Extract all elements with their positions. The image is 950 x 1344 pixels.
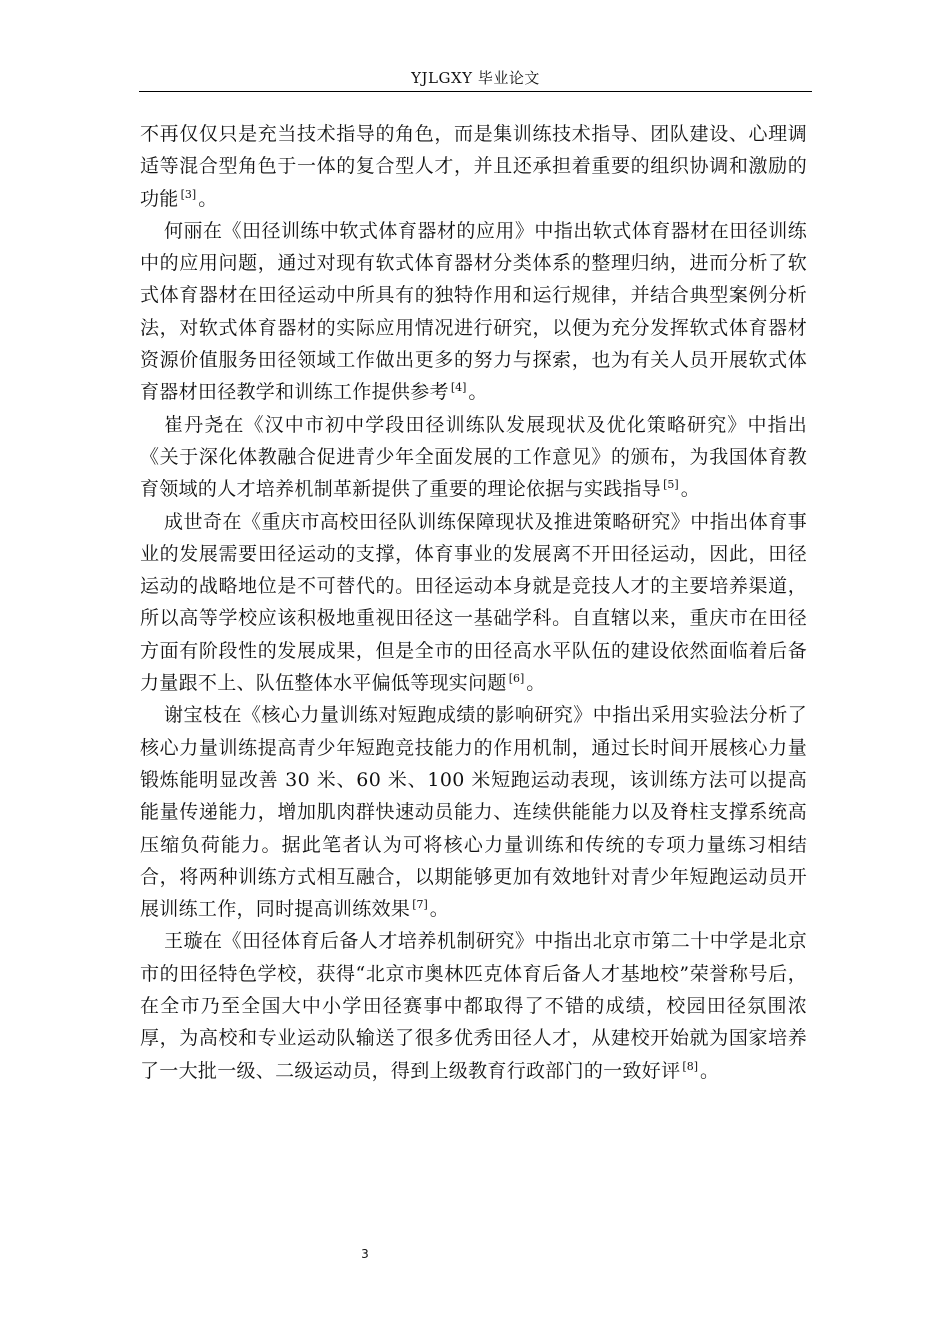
- body-text: [140, 118, 807, 1087]
- header-title: YJLGXY 毕业论文: [411, 69, 540, 87]
- paragraph-text: 王璇在《田径体育后备人才培养机制研究》中指出北京市第二十中学是北京市的田径特色学校，获得“北京市奥林匹克体育后备人才基地校”荣誉称号后，在全市乃至全国大中小学田径赛事中都取得了不错的成绩，校园田径氛围浓厚，为高校和专业运动队输送了很多优秀田径人才，从建校开始就为国家培养了一大批一级、二级运动员，得到上级教育行政部门的一致好评: [140, 930, 807, 1082]
- paragraph-xie-baozhi: [140, 699, 807, 925]
- paragraph-text: 不再仅仅只是充当技术指导的角色，而是集训练技术指导、团队建设、心理调适等混合型角色于一体的复合型人才，并且还承担着重要的组织协调和激励的功能: [140, 123, 807, 210]
- page-number: 3: [361, 1247, 369, 1261]
- paragraph-end: 。: [680, 478, 701, 501]
- paragraph-end: 。: [468, 381, 488, 404]
- paragraph-text: 何丽在《田径训练中软式体育器材的应用》中指出软式体育器材在田径训练中的应用问题，通过对现有软式体育器材分类体系的整理归纳，进而分析了软式体育器材在田径运动中所具有的独特作用和运行规律，并结合典型案例分析法，对软式体育器材的实际应用情况进行研究，以便为充分发挥软式体育器材资源价值服务田径领域工作做出更多的努力与探索，也为有关人员开展软式体育器材田径教学和训练工作提供参考: [140, 219, 807, 404]
- citation-ref[interactable]: [3]: [180, 187, 197, 201]
- paragraph-end: 。: [198, 187, 218, 210]
- paragraph-text: 谢宝枝在《核心力量训练对短跑成绩的影响研究》中指出采用实验法分析了核心力量训练提高青少年短跑竞技能力的作用机制，通过长时间开展核心力量锻炼能明显改善 30 米、60 米、100 米短跑运动表现，该训练方法可以提高能量传递能力，增加肌肉群快速动员能力、连续供能能力以及脊柱支撑系统高压缩负荷能力。据此笔者认为可将核心力量训练和传统的专项力量练习相结合，将两种训练方式相互融合，以期能够更加有效地针对青少年短跑运动员开展训练工作，同时提高训练效果: [140, 704, 807, 921]
- citation-ref[interactable]: [5]: [663, 478, 679, 492]
- paragraph-end: 。: [526, 672, 546, 695]
- citation-ref[interactable]: [4]: [450, 381, 467, 395]
- paragraph-end: 。: [429, 898, 450, 921]
- paragraph-he-li: [140, 215, 807, 409]
- paragraph-text: 崔丹尧在《汉中市初中学段田径训练队发展现状及优化策略研究》中指出《关于深化体教融合促进青少年全面发展的工作意见》的颁布，为我国体育教育领域的人才培养机制革新提供了重要的理论依据与实践指导: [140, 413, 807, 501]
- paragraph-end: 。: [700, 1059, 720, 1082]
- header-divider: [139, 91, 812, 92]
- paragraph-cheng-shiqi: [140, 506, 807, 700]
- paragraph-wang-xuan: [140, 925, 807, 1086]
- citation-ref[interactable]: [8]: [682, 1059, 698, 1073]
- paragraph-text: 成世奇在《重庆市高校田径队训练保障现状及推进策略研究》中指出体育事业的发展需要田径运动的支撑，体育事业的发展离不开田径运动，因此，田径运动的战略地位是不可替代的。田径运动本身就是竞技人才的主要培养渠道，所以高等学校应该积极地重视田径这一基础学科。自直辖以来，重庆市在田径方面有阶段性的发展成果，但是全市的田径高水平队伍的建设依然面临着后备力量跟不上、队伍整体水平偏低等现实问题: [140, 510, 807, 695]
- paragraph-continuation: [140, 118, 807, 215]
- citation-ref[interactable]: [7]: [412, 898, 428, 912]
- page-header: [139, 68, 812, 92]
- citation-ref[interactable]: [6]: [508, 672, 525, 686]
- paragraph-cui-danyao: [140, 409, 807, 506]
